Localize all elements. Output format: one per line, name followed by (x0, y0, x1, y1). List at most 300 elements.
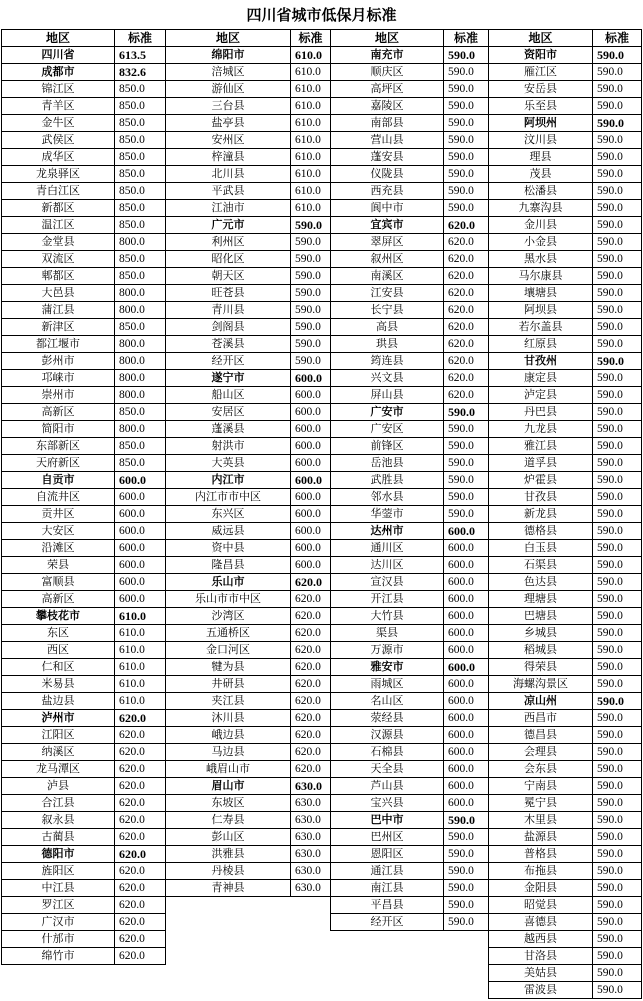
standard-value: 620.0 (444, 387, 489, 404)
table-row (489, 98, 642, 115)
table-row (331, 506, 489, 523)
standard-value: 850.0 (115, 149, 166, 166)
table-row (331, 98, 489, 115)
table-row (489, 438, 642, 455)
region-name: 峨眉山市 (166, 761, 291, 778)
table-row (489, 421, 642, 438)
table-row (2, 81, 166, 98)
table-row (166, 183, 331, 200)
region-name: 蒲江县 (2, 302, 115, 319)
table-row (2, 744, 166, 761)
standard-value: 590.0 (444, 438, 489, 455)
standard-value: 620.0 (444, 370, 489, 387)
region-name: 渠县 (331, 625, 444, 642)
table-row (2, 302, 166, 319)
table-row (489, 251, 642, 268)
standard-value: 590.0 (593, 472, 642, 489)
region-name: 青白江区 (2, 183, 115, 200)
table-row (489, 778, 642, 795)
standard-value: 590.0 (444, 421, 489, 438)
region-name: 武胜县 (331, 472, 444, 489)
region-name: 乐至县 (489, 98, 593, 115)
region-name: 简阳市 (2, 421, 115, 438)
standard-value: 610.0 (115, 676, 166, 693)
standard-value: 590.0 (593, 914, 642, 931)
region-name: 仁寿县 (166, 812, 291, 829)
standard-value: 850.0 (115, 98, 166, 115)
region-name: 梓潼县 (166, 149, 291, 166)
standard-value: 590.0 (444, 489, 489, 506)
standard-value: 590.0 (593, 897, 642, 914)
region-name: 筠连县 (331, 353, 444, 370)
standard-value: 600.0 (291, 455, 331, 472)
standard-value: 800.0 (115, 302, 166, 319)
standard-value: 610.0 (291, 166, 331, 183)
table-header-row (489, 30, 642, 47)
region-name: 南部县 (331, 115, 444, 132)
standard-value: 590.0 (593, 608, 642, 625)
standard-value: 590.0 (593, 268, 642, 285)
standard-value: 620.0 (115, 897, 166, 914)
table-row (331, 778, 489, 795)
table-row (331, 489, 489, 506)
standard-value: 590.0 (593, 64, 642, 81)
table-row (166, 744, 331, 761)
standard-value: 850.0 (115, 217, 166, 234)
table-row (331, 47, 489, 64)
table-row (2, 523, 166, 540)
standard-value: 800.0 (115, 370, 166, 387)
table-row (166, 727, 331, 744)
standard-value: 850.0 (115, 404, 166, 421)
table-row (2, 574, 166, 591)
table-row (489, 761, 642, 778)
table-row (2, 608, 166, 625)
region-name: 九寨沟县 (489, 200, 593, 217)
standard-value: 610.0 (291, 81, 331, 98)
table-row (489, 47, 642, 64)
region-name: 通川区 (331, 540, 444, 557)
region-name: 美姑县 (489, 965, 593, 982)
region-name: 金阳县 (489, 880, 593, 897)
region-name: 双流区 (2, 251, 115, 268)
table-row (331, 574, 489, 591)
region-name: 名山区 (331, 693, 444, 710)
standard-value: 800.0 (115, 336, 166, 353)
region-name: 汉源县 (331, 727, 444, 744)
region-name: 金川县 (489, 217, 593, 234)
standard-value: 620.0 (115, 829, 166, 846)
table-row (2, 404, 166, 421)
table-row (2, 200, 166, 217)
standard-value: 620.0 (115, 812, 166, 829)
table-row (2, 778, 166, 795)
standard-value: 590.0 (593, 455, 642, 472)
table-row (489, 132, 642, 149)
region-name: 华蓥市 (331, 506, 444, 523)
region-name: 广元市 (166, 217, 291, 234)
standard-value: 600.0 (444, 676, 489, 693)
standard-value: 590.0 (593, 132, 642, 149)
table-row (166, 557, 331, 574)
standard-value: 590.0 (593, 829, 642, 846)
standard-value: 590.0 (444, 846, 489, 863)
standard-value: 600.0 (444, 557, 489, 574)
region-name: 炉霍县 (489, 472, 593, 489)
standard-value: 590.0 (444, 149, 489, 166)
table-row (331, 81, 489, 98)
region-name: 邻水县 (331, 489, 444, 506)
standard-value: 620.0 (115, 863, 166, 880)
region-name: 泸州市 (2, 710, 115, 727)
region-name: 资中县 (166, 540, 291, 557)
standard-value: 620.0 (444, 268, 489, 285)
standard-value: 590.0 (593, 540, 642, 557)
region-name: 达州市 (331, 523, 444, 540)
table-row (489, 965, 642, 982)
table-row (2, 914, 166, 931)
region-name: 蓬溪县 (166, 421, 291, 438)
table-row (331, 115, 489, 132)
region-name: 龙泉驿区 (2, 166, 115, 183)
region-name: 东兴区 (166, 506, 291, 523)
standard-value: 590.0 (444, 183, 489, 200)
region-name: 昭化区 (166, 251, 291, 268)
region-name: 珙县 (331, 336, 444, 353)
region-name: 喜德县 (489, 914, 593, 931)
table-row (331, 795, 489, 812)
standard-value: 600.0 (444, 727, 489, 744)
region-name: 丹棱县 (166, 863, 291, 880)
table-row (489, 489, 642, 506)
region-name: 海螺沟景区 (489, 676, 593, 693)
region-name: 什邡市 (2, 931, 115, 948)
region-name: 武侯区 (2, 132, 115, 149)
region-name: 西昌市 (489, 710, 593, 727)
standard-value: 590.0 (444, 47, 489, 64)
standard-value: 620.0 (444, 217, 489, 234)
table-row (2, 948, 166, 965)
region-name: 犍为县 (166, 659, 291, 676)
region-name: 丹巴县 (489, 404, 593, 421)
region-name: 中江县 (2, 880, 115, 897)
table-row (331, 387, 489, 404)
region-name: 甘孜州 (489, 353, 593, 370)
region-name: 宣汉县 (331, 574, 444, 591)
standard-value: 600.0 (444, 540, 489, 557)
standard-value: 590.0 (593, 795, 642, 812)
page-title: 四川省城市低保月标准 (246, 6, 397, 24)
standard-value: 620.0 (291, 625, 331, 642)
region-name: 隆昌县 (166, 557, 291, 574)
region-name: 芦山县 (331, 778, 444, 795)
standard-value: 590.0 (291, 302, 331, 319)
table-row (166, 268, 331, 285)
region-name: 荥经县 (331, 710, 444, 727)
region-name: 天全县 (331, 761, 444, 778)
standard-value: 620.0 (291, 693, 331, 710)
region-name: 康定县 (489, 370, 593, 387)
table-row (2, 166, 166, 183)
standard-value: 590.0 (291, 234, 331, 251)
region-name: 大邑县 (2, 285, 115, 302)
region-name: 巴州区 (331, 829, 444, 846)
region-name: 经开区 (331, 914, 444, 931)
table-row (489, 710, 642, 727)
standard-value: 620.0 (291, 608, 331, 625)
standard-value: 590.0 (593, 115, 642, 132)
standards-table-column-1 (1, 29, 166, 965)
standard-value: 590.0 (593, 965, 642, 982)
region-name: 稻城县 (489, 642, 593, 659)
table-row (166, 625, 331, 642)
table-row (166, 166, 331, 183)
table-row (2, 710, 166, 727)
standard-value: 600.0 (291, 387, 331, 404)
table-row (166, 676, 331, 693)
table-row (166, 421, 331, 438)
table-row (489, 659, 642, 676)
standard-value: 590.0 (291, 319, 331, 336)
region-name: 顺庆区 (331, 64, 444, 81)
region-name: 江安县 (331, 285, 444, 302)
table-row (331, 540, 489, 557)
region-name: 富顺县 (2, 574, 115, 591)
region-name: 内江市 (166, 472, 291, 489)
standard-value: 620.0 (291, 591, 331, 608)
standard-value: 620.0 (115, 880, 166, 897)
standard-value: 590.0 (593, 523, 642, 540)
table-row (331, 64, 489, 81)
standard-value: 590.0 (291, 268, 331, 285)
region-name: 茂县 (489, 166, 593, 183)
standard-value: 620.0 (444, 353, 489, 370)
standard-value: 590.0 (593, 761, 642, 778)
standard-value: 590.0 (593, 863, 642, 880)
table-row (489, 727, 642, 744)
region-name: 新津区 (2, 319, 115, 336)
table-row (489, 234, 642, 251)
standard-value: 590.0 (444, 914, 489, 931)
region-name: 马边县 (166, 744, 291, 761)
table-row (331, 727, 489, 744)
table-row (2, 761, 166, 778)
standard-value: 590.0 (444, 132, 489, 149)
standard-value: 590.0 (593, 642, 642, 659)
standard-value: 600.0 (444, 761, 489, 778)
region-name: 荣县 (2, 557, 115, 574)
standard-value: 590.0 (593, 353, 642, 370)
region-name: 宜宾市 (331, 217, 444, 234)
region-name: 合江县 (2, 795, 115, 812)
table-row (166, 438, 331, 455)
region-name: 凉山州 (489, 693, 593, 710)
region-name: 万源市 (331, 642, 444, 659)
region-name: 理县 (489, 149, 593, 166)
standard-value: 620.0 (291, 642, 331, 659)
region-name: 嘉陵区 (331, 98, 444, 115)
table-row (331, 523, 489, 540)
region-name: 广安市 (331, 404, 444, 421)
standard-value: 620.0 (291, 574, 331, 591)
standard-value: 590.0 (593, 47, 642, 64)
standard-value: 600.0 (291, 557, 331, 574)
region-name: 盐源县 (489, 829, 593, 846)
table-row (2, 557, 166, 574)
standard-value: 850.0 (115, 438, 166, 455)
region-name: 成都市 (2, 64, 115, 81)
standard-value: 620.0 (115, 778, 166, 795)
region-name: 绵竹市 (2, 948, 115, 965)
table-row (2, 676, 166, 693)
region-name: 昭觉县 (489, 897, 593, 914)
standard-value: 590.0 (593, 251, 642, 268)
table-row (489, 319, 642, 336)
region-name: 理塘县 (489, 591, 593, 608)
table-row (2, 795, 166, 812)
table-row (166, 387, 331, 404)
region-name: 四川省 (2, 47, 115, 64)
standard-value: 600.0 (444, 574, 489, 591)
standard-value: 590.0 (593, 149, 642, 166)
standard-value: 590.0 (593, 404, 642, 421)
standard-value: 590.0 (444, 98, 489, 115)
region-name: 都江堰市 (2, 336, 115, 353)
standard-value: 610.0 (115, 608, 166, 625)
table-row (489, 931, 642, 948)
table-row (331, 880, 489, 897)
table-row (166, 863, 331, 880)
region-name: 青神县 (166, 880, 291, 897)
table-row (331, 846, 489, 863)
table-row (489, 846, 642, 863)
table-row (2, 472, 166, 489)
table-row (166, 472, 331, 489)
table-row (331, 863, 489, 880)
region-name: 大安区 (2, 523, 115, 540)
table-row (166, 455, 331, 472)
region-name: 郫都区 (2, 268, 115, 285)
table-row (331, 302, 489, 319)
region-name: 宝兴县 (331, 795, 444, 812)
region-name: 恩阳区 (331, 846, 444, 863)
table-row (166, 302, 331, 319)
standard-value: 590.0 (444, 880, 489, 897)
table-row (166, 642, 331, 659)
header-region: 地区 (2, 30, 115, 47)
region-name: 崇州市 (2, 387, 115, 404)
table-header-row (331, 30, 489, 47)
table-row (2, 421, 166, 438)
table-row (331, 693, 489, 710)
region-name: 成华区 (2, 149, 115, 166)
standard-value: 590.0 (593, 931, 642, 948)
standard-value: 590.0 (593, 285, 642, 302)
region-name: 德阳市 (2, 846, 115, 863)
region-name: 小金县 (489, 234, 593, 251)
table-row (166, 64, 331, 81)
standard-value: 590.0 (593, 166, 642, 183)
region-name: 九龙县 (489, 421, 593, 438)
table-row (2, 251, 166, 268)
standard-value: 630.0 (291, 829, 331, 846)
table-row (2, 353, 166, 370)
standard-value: 600.0 (115, 489, 166, 506)
region-name: 道孚县 (489, 455, 593, 472)
standard-value: 600.0 (291, 489, 331, 506)
standard-value: 620.0 (444, 302, 489, 319)
standard-value: 600.0 (291, 438, 331, 455)
region-name: 营山县 (331, 132, 444, 149)
table-row (331, 625, 489, 642)
table-row (2, 931, 166, 948)
region-name: 绵阳市 (166, 47, 291, 64)
region-name: 南江县 (331, 880, 444, 897)
region-name: 旌阳区 (2, 863, 115, 880)
table-row (489, 557, 642, 574)
table-row (2, 47, 166, 64)
region-name: 内江市市中区 (166, 489, 291, 506)
region-name: 南充市 (331, 47, 444, 64)
table-row (331, 149, 489, 166)
standard-value: 610.0 (115, 659, 166, 676)
region-name: 东坡区 (166, 795, 291, 812)
region-name: 甘洛县 (489, 948, 593, 965)
standard-value: 600.0 (291, 404, 331, 421)
region-name: 新都区 (2, 200, 115, 217)
region-name: 岳池县 (331, 455, 444, 472)
region-name: 开江县 (331, 591, 444, 608)
region-name: 威远县 (166, 523, 291, 540)
standard-value: 610.0 (115, 693, 166, 710)
table-row (331, 659, 489, 676)
region-name: 蓬安县 (331, 149, 444, 166)
region-name: 雅安市 (331, 659, 444, 676)
table-row (331, 370, 489, 387)
table-row (331, 608, 489, 625)
table-row (489, 829, 642, 846)
standard-value: 600.0 (115, 540, 166, 557)
region-name: 汶川县 (489, 132, 593, 149)
standards-table-column-3 (330, 29, 489, 931)
standard-value: 590.0 (593, 778, 642, 795)
region-name: 沙湾区 (166, 608, 291, 625)
region-name: 米易县 (2, 676, 115, 693)
table-row (489, 302, 642, 319)
region-name: 广汉市 (2, 914, 115, 931)
standard-value: 600.0 (444, 659, 489, 676)
table-row (166, 693, 331, 710)
region-name: 乡城县 (489, 625, 593, 642)
standard-value: 590.0 (593, 812, 642, 829)
table-row (489, 523, 642, 540)
table-row (2, 370, 166, 387)
standard-value: 590.0 (444, 812, 489, 829)
standard-value: 600.0 (444, 795, 489, 812)
standard-value: 590.0 (593, 438, 642, 455)
header-region: 地区 (331, 30, 444, 47)
standard-value: 600.0 (115, 557, 166, 574)
table-row (2, 863, 166, 880)
region-name: 长宁县 (331, 302, 444, 319)
table-row (2, 540, 166, 557)
standard-value: 600.0 (444, 710, 489, 727)
region-name: 乐山市市中区 (166, 591, 291, 608)
standard-value: 800.0 (115, 387, 166, 404)
region-name: 雨城区 (331, 676, 444, 693)
standard-value: 600.0 (444, 591, 489, 608)
region-name: 红原县 (489, 336, 593, 353)
